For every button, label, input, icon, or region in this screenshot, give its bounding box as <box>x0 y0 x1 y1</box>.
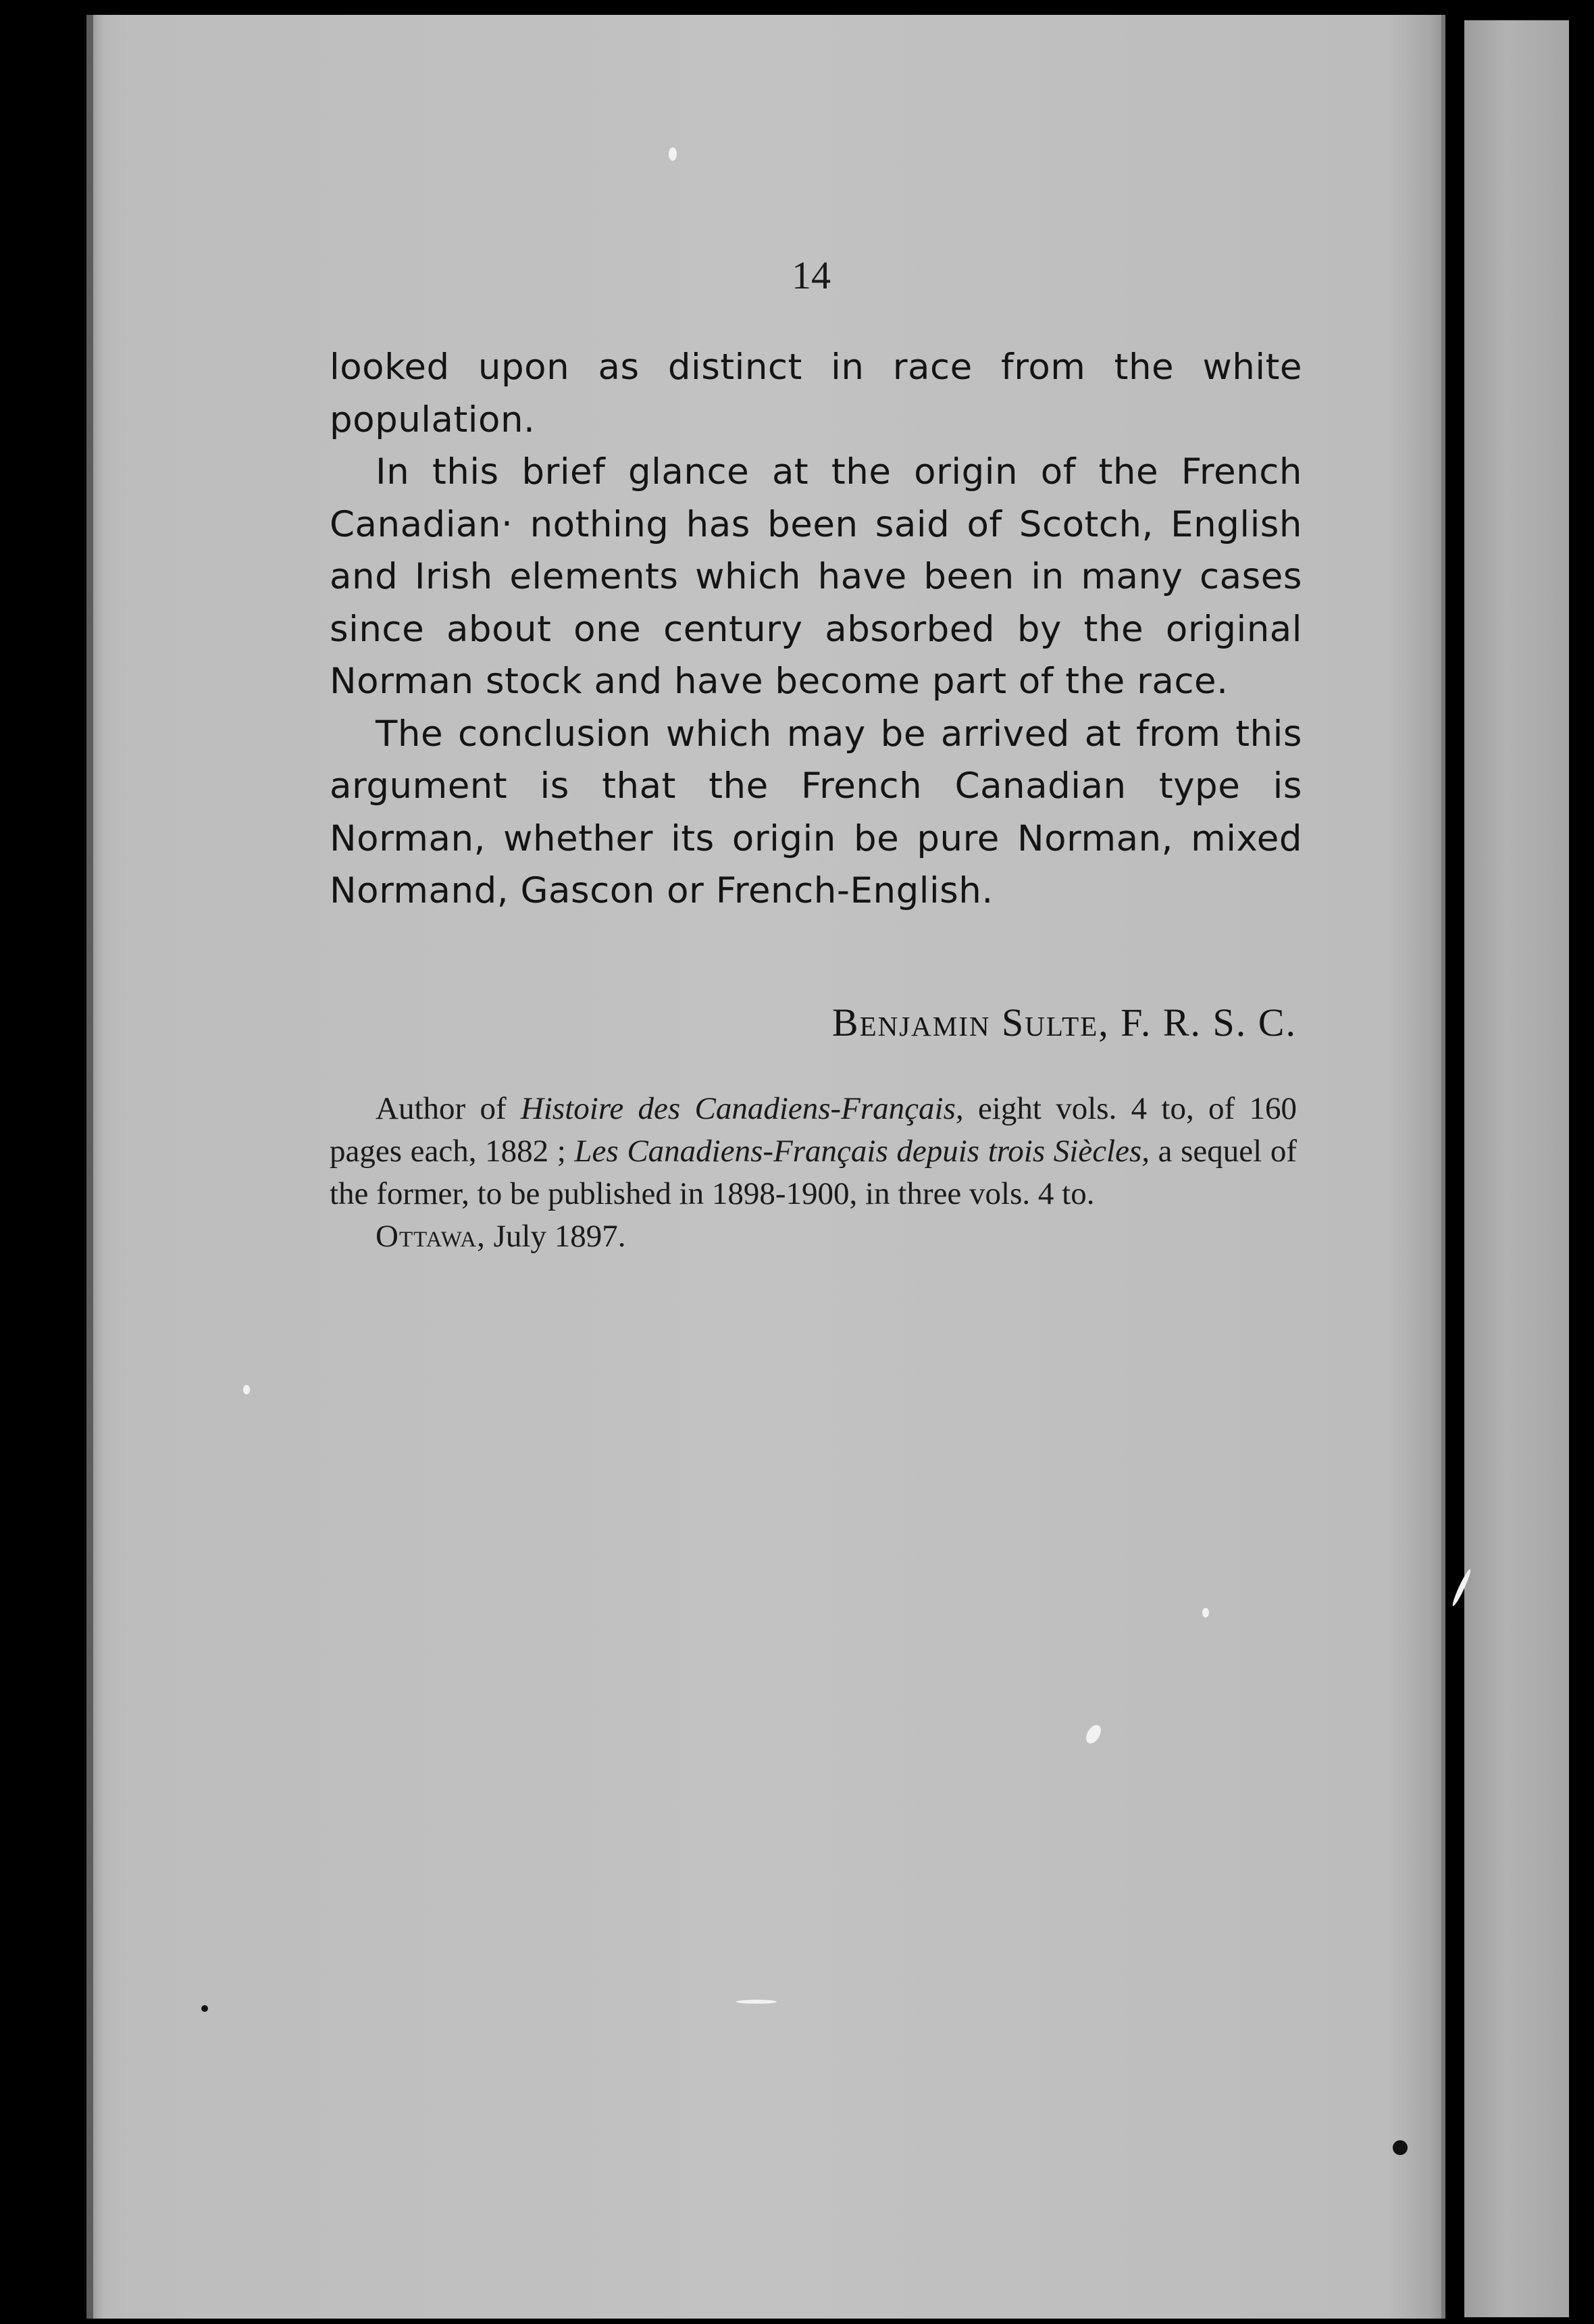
dust-speck <box>669 147 677 161</box>
ink-dot <box>1393 2140 1408 2155</box>
note-date: July 1897. <box>485 1219 626 1254</box>
author-note <box>330 1088 1297 1258</box>
note-title-2: Les Canadiens-Français depuis trois Siècles, <box>574 1134 1150 1169</box>
adjacent-page-strip <box>1464 20 1569 2317</box>
author-signature: Benjamin Sulte, F. R. S. C. <box>831 1001 1297 1044</box>
paragraph-3: The conclusion which may be arrived at from this argument is that the French Canadian type is Norman, whether its origin be pure Norman, mixed Normand, Gascon or French-English. <box>330 713 1302 911</box>
author-note-text <box>330 1088 1297 1215</box>
note-dateline <box>330 1215 1297 1258</box>
note-prefix: Author of <box>376 1091 521 1126</box>
paragraph-1: looked upon as distinct in race from the white population. <box>330 347 1302 440</box>
body-text <box>330 341 1302 917</box>
note-title-1: Histoire des Canadiens-Français, <box>520 1091 964 1126</box>
note-place: Ottawa, <box>376 1219 486 1254</box>
note-mid-1: eight vols. 4 to, of 160 pages each, 1882 ; <box>330 1091 1297 1169</box>
page-number: 14 <box>792 253 831 297</box>
note-mid-2: a sequel of the former, to be published in 1898-1900, in three vols. 4 to. <box>330 1134 1297 1211</box>
page-gutter <box>1441 15 1445 2319</box>
dust-speck <box>736 2000 777 2004</box>
ink-dot <box>201 2005 208 2012</box>
dust-speck <box>1202 1608 1209 1617</box>
paragraph-2: In this brief glance at the origin of the French Canadian‧ nothing has been said of Scotch, English and Irish elements which have been in many cases since about one century absorbed by the original Norman stock and have become part of the race. <box>330 451 1302 702</box>
dust-speck <box>243 1385 250 1394</box>
page-left-edge <box>86 15 93 2319</box>
